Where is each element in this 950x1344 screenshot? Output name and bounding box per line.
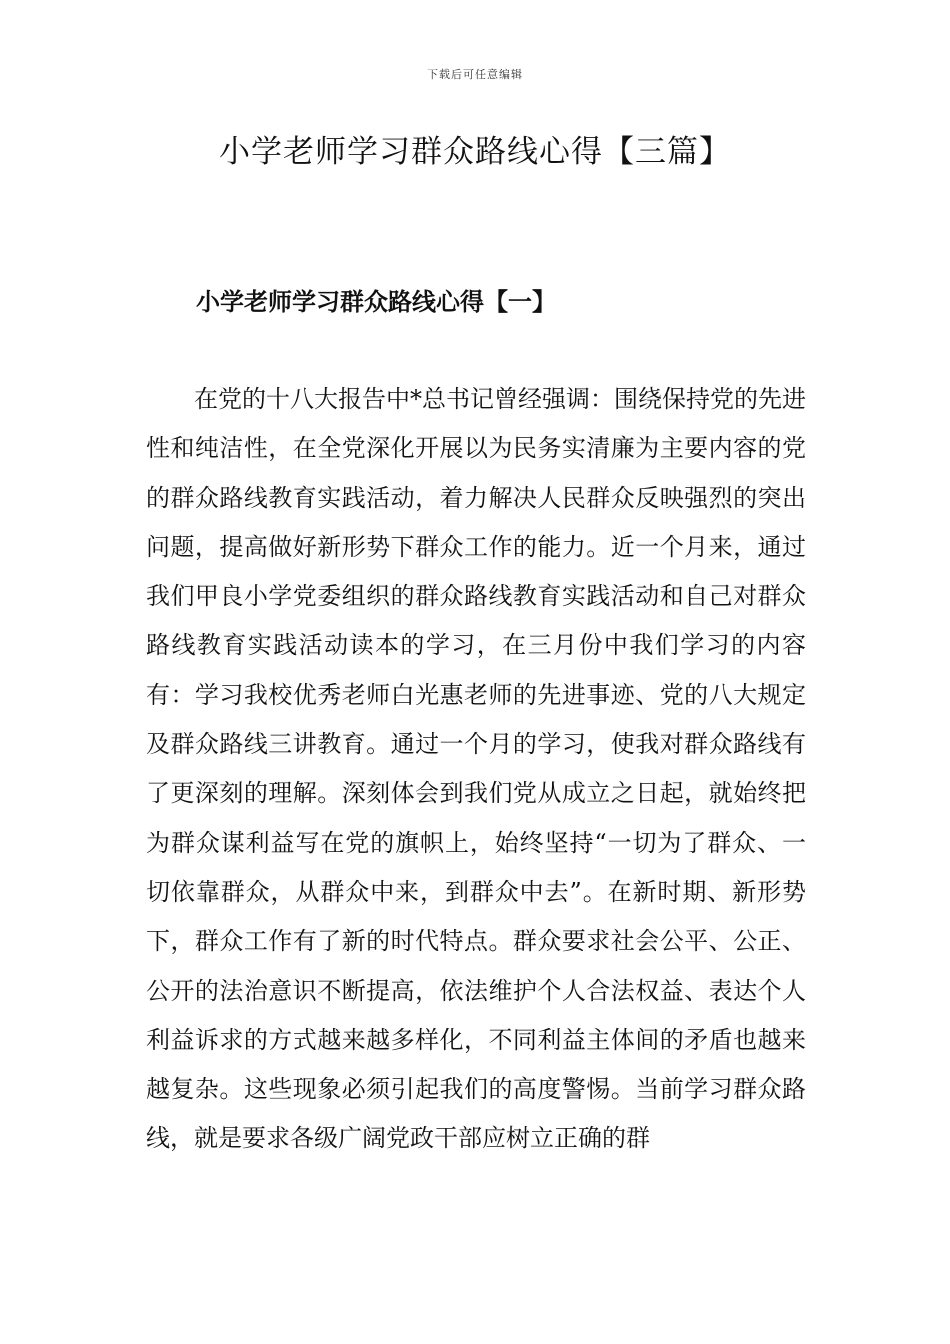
page-title: 小学老师学习群众路线心得【三篇】: [219, 134, 731, 170]
section-heading: 小学老师学习群众路线心得【一】: [196, 287, 556, 316]
header-note: 下载后可任意编辑: [427, 68, 523, 81]
body-paragraph: 在党的十八大报告中*总书记曾经强调：围绕保持党的先进性和纯洁性，在全党深化开展以为民务实清廉为主要内容的党的群众路线教育实践活动，着力解决人民群众反映强烈的突出问题，提高做好新形势下群众工作的能力。近一个月来，通过我们甲良小学党委组织的群众路线教育实践活动和自己对群众路线教育实践活动读本的学习，在三月份中我们学习的内容有：学习我校优秀老师白光惠老师的先进事迹、党的八大规定及群众路线三讲教育。通过一个月的学习，使我对群众路线有了更深刻的理解。深刻体会到我们党从成立之日起，就始终把为群众谋利益写在党的旗帜上，始终坚持“一切为了群众、一切依靠群众，从群众中来，到群众中去”。在新时期、新形势下，群众工作有了新的时代特点。群众要求社会公平、公正、公开的法治意识不断提高，依法维护个人合法权益、表达个人利益诉求的方式越来越多样化，不同利益主体间的矛盾也越来越复杂。这些现象必须引起我们的高度警惕。当前学习群众路线，就是要求各级广阔党政干部应树立正确的群: [146, 385, 806, 1153]
